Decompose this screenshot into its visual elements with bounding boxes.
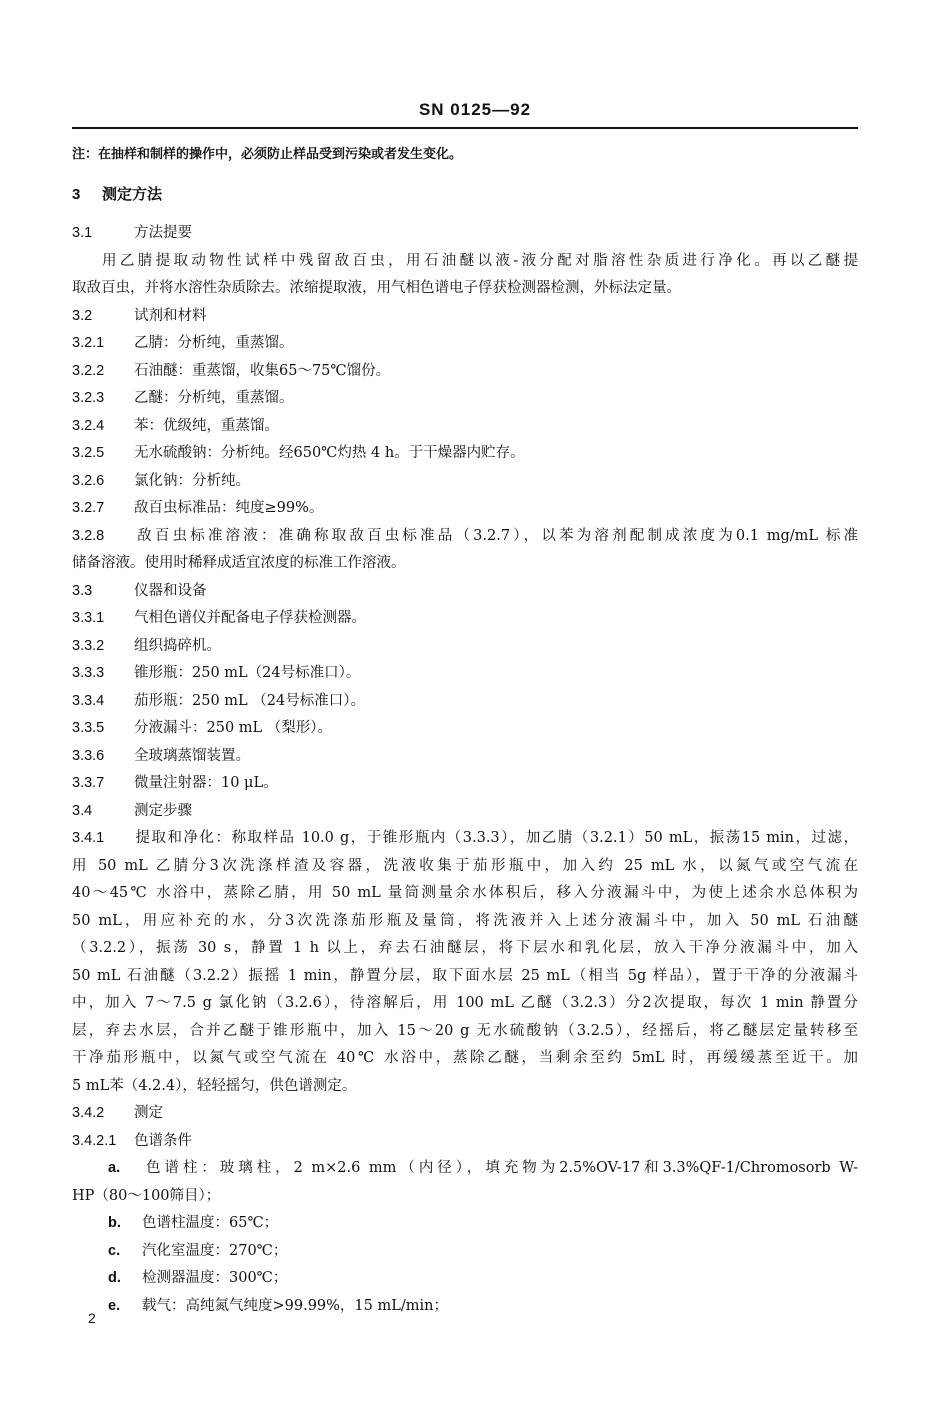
paragraph-line: 储备溶液。使用时稀释成适宜浓度的标准工作溶液。: [72, 555, 406, 571]
paragraph-line: 50 mL，用应补充的水，分3次洗涤茄形瓶及量筒，将洗液并入上述分液漏斗中，加入 50 mL 石油醚: [72, 912, 858, 929]
list-item: 3.2.8 敌百虫标准溶液：准确称取敌百虫标准品（3.2.7），以苯为溶剂配制成浓度为0.1 mg/mL 标准: [72, 527, 858, 544]
section-3-heading: 3 测定方法: [72, 184, 163, 203]
paragraph-line: 用 50 mL 乙腈分3次洗涤样渣及容器，洗液收集于茄形瓶中，加入约 25 mL 水，以氮气或空气流在: [72, 857, 858, 874]
list-item: 3.3.1 气相色谱仪并配备电子俘获检测器。: [72, 610, 366, 626]
section-3-1-heading: 3.1 方法提要: [72, 225, 192, 241]
standard-code: SN 0125—92: [418, 100, 532, 119]
list-item: 3.2.5 无水硫酸钠：分析纯。经650℃灼热 4 h。于干燥器内贮存。: [72, 445, 525, 461]
list-item: 3.2.2 石油醚：重蒸馏，收集65～75℃馏份。: [72, 362, 391, 379]
paragraph-line: （3.2.2），振荡 30 s，静置 1 h 以上，弃去石油醚层，将下层水和乳化层，放入干净分液漏斗中，加入: [72, 940, 858, 956]
note: 注：在抽样和制样的操作中，必须防止样品受到污染或者发生变化。: [72, 147, 463, 162]
paragraph-line: 取敌百虫，并将水溶性杂质除去。浓缩提取液，用气相色谱电子俘获检测器检测，外标法定量。: [72, 280, 681, 296]
section-3-3-heading: 3.3 仪器和设备: [72, 582, 207, 599]
page-number: 2: [88, 1310, 96, 1326]
paragraph-line: 干净茄形瓶中，以氮气或空气流在 40℃ 水浴中，蒸除乙醚，当剩余至约 5mL 时，再缓缓蒸至近干。加: [72, 1050, 858, 1066]
paragraph-line: 层，弃去水层，合并乙醚于锥形瓶中，加入 15～20 g 无水硫酸钠（3.2.5），经摇后，将乙醚层定量转移至: [72, 1022, 858, 1039]
equipment-list: [72, 605, 858, 798]
list-item: 3.3.7 微量注射器：10 μL。: [72, 775, 278, 791]
list-item: 3.3.5 分液漏斗：250 mL （梨形）。: [72, 720, 333, 736]
condition-item: d. 检测器温度：300℃；: [108, 1270, 288, 1286]
extraction-paragraph: [72, 825, 858, 1100]
header-rule: [72, 127, 858, 129]
reagent-list: [72, 330, 858, 578]
list-item: 3.2.3 乙醚：分析纯，重蒸馏。: [72, 390, 294, 406]
section-3-2-heading: 3.2 试剂和材料: [72, 307, 207, 324]
paragraph-line: 40～45℃ 水浴中，蒸除乙腈，用 50 mL 量筒测量余水体积后，移入分液漏斗中，为使上述余水总体积为: [72, 885, 858, 901]
paragraph-line: 用乙腈提取动物性试样中残留敌百虫，用石油醚以液-液分配对脂溶性杂质进行净化。再以乙醚提: [102, 252, 858, 269]
list-item: 3.2.7 敌百虫标准品：纯度≥99%。: [72, 500, 324, 516]
list-item: 3.3.4 茄形瓶：250 mL （24号标准口）。: [72, 692, 365, 709]
condition-item: b. 色谱柱温度：65℃；: [108, 1215, 279, 1231]
section-3-4-2-1-heading: 3.4.2.1 色谱条件: [72, 1132, 192, 1149]
paragraph-line: 5 mL苯（4.2.4），轻轻摇匀，供色谱测定。: [72, 1077, 357, 1094]
list-item: 3.3.3 锥形瓶：250 mL（24号标准口）。: [72, 665, 361, 681]
paragraph-line: 中，加入 7～7.5 g 氯化钠（3.2.6），待溶解后，用 100 mL 乙醚（3.2.3）分2次提取，每次 1 min 静置分: [72, 995, 858, 1011]
paragraph-line: HP（80～100筛目）；: [72, 1187, 221, 1204]
paragraph-line: 3.4.1 提取和净化：称取样品 10.0 g，于锥形瓶内（3.3.3），加乙腈（3.2.1）50 mL，振荡15 min，过滤，: [72, 830, 858, 846]
list-item: 3.3.6 全玻璃蒸馏装置。: [72, 747, 250, 764]
list-item: 3.3.2 组织捣碎机。: [72, 637, 221, 654]
list-item: 3.2.6 氯化钠：分析纯。: [72, 472, 250, 489]
condition-item: c. 汽化室温度：270℃；: [108, 1242, 288, 1259]
chromatography-conditions: [72, 1155, 858, 1320]
section-3-4-heading: 3.4 测定步骤: [72, 802, 192, 819]
list-item: 3.2.1 乙腈：分析纯，重蒸馏。: [72, 335, 294, 351]
list-item: 3.2.4 苯：优级纯，重蒸馏。: [72, 417, 279, 434]
document-body: [72, 141, 858, 1320]
condition-item: a. 色谱柱：玻璃柱，2 m×2.6 mm（内径），填充物为2.5%OV-17和3.3%QF-1/Chromosorb W-: [108, 1160, 858, 1176]
paragraph-line: 50 mL 石油醚（3.2.2）振摇 1 min，静置分层，取下面水层 25 mL（相当 5g 样品），置于干净的分液漏斗: [72, 967, 858, 984]
section-3-4-2-heading: 3.4.2 测定: [72, 1105, 163, 1121]
condition-item: e. 载气：高纯氮气纯度>99.99%，15 mL/min；: [108, 1297, 448, 1314]
